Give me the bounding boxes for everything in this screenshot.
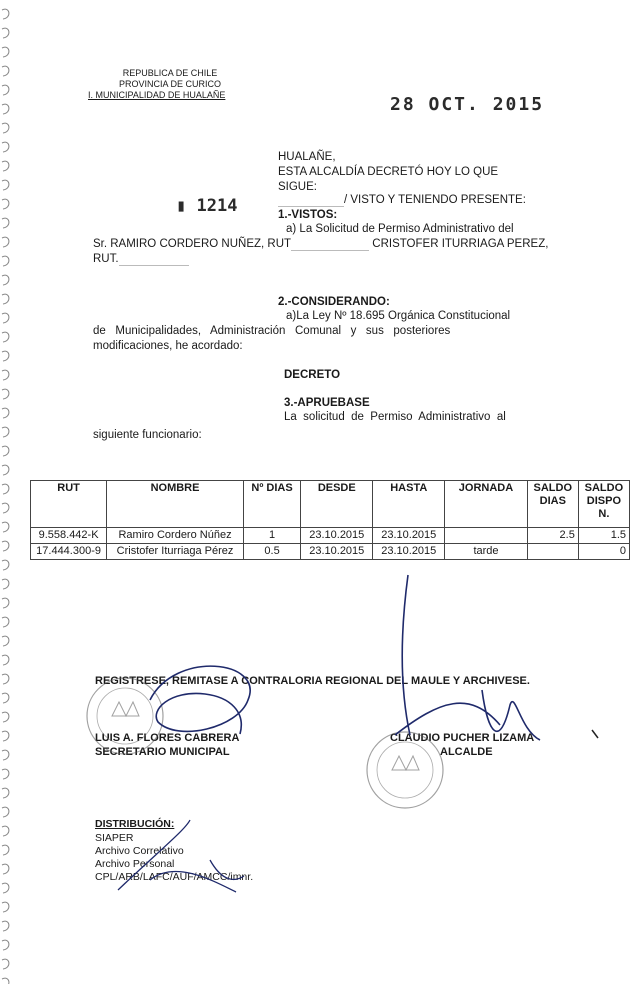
vistos-line2-a: Sr. RAMIRO CORDERO NUÑEZ, RUT — [93, 238, 292, 250]
intro-line3-text: / VISTO Y TENIENDO PRESENTE: — [344, 194, 526, 206]
cell-nombre: Cristofer Iturriaga Pérez — [107, 544, 244, 560]
considerando-line1: a)La Ley Nº 18.695 Orgánica Constitucional — [286, 310, 511, 322]
cell-jornada: tarde — [445, 544, 527, 560]
apruebase-line2: siguiente funcionario: — [93, 429, 202, 441]
cell-saldo-dispon: 0 — [578, 544, 629, 560]
closing-statement: REGISTRESE, REMITASE A CONTRALORIA REGIONAL DEL MAULE Y ARCHIVESE. — [95, 675, 530, 687]
distribution-item: Archivo Correlativo — [95, 845, 184, 857]
distribution-item: CPL/ARB/LAFC/AUF/AMCC/imnr. — [95, 871, 254, 883]
handwritten-signature-left — [150, 666, 250, 734]
header-province: PROVINCIA DE CURICO — [118, 79, 221, 89]
cell-saldo-dias: 2.5 — [527, 528, 578, 544]
cell-rut: 9.558.442-K — [31, 528, 107, 544]
decreto-heading: DECRETO — [284, 369, 341, 381]
cell-hasta: 23.10.2015 — [373, 544, 445, 560]
col-saldo-dispon: SALDO DISPO N. — [578, 481, 629, 528]
col-saldo-dias: SALDO DIAS — [527, 481, 578, 528]
cell-desde: 23.10.2015 — [301, 528, 373, 544]
apruebase-line1: La solicitud de Permiso Administrativo al — [284, 411, 506, 423]
apruebase-heading: 3.-APRUEBASE — [284, 397, 370, 409]
cell-dias: 0.5 — [243, 544, 300, 560]
handwritten-signature-right — [395, 575, 540, 740]
signature-right-name: CLAUDIO PUCHER LIZAMA — [390, 732, 535, 744]
header-republic: REPUBLICA DE CHILE — [122, 68, 218, 78]
col-hasta: HASTA — [373, 481, 445, 528]
place-label: HUALAÑE, — [278, 151, 336, 163]
cell-desde: 23.10.2015 — [301, 544, 373, 560]
considerando-heading: 2.-CONSIDERANDO: — [278, 296, 390, 308]
cell-dias: 1 — [243, 528, 300, 544]
cell-hasta: 23.10.2015 — [373, 528, 445, 544]
considerando-line3: modificaciones, he acordado: — [93, 340, 243, 352]
intro-line2: SIGUE: — [278, 181, 317, 193]
vistos-line1: a) La Solicitud de Permiso Administrativo del — [286, 223, 514, 235]
decree-number-stamp: ▮ 1214 — [176, 196, 238, 216]
col-jornada: JORNADA — [445, 481, 527, 528]
distribution-item: SIAPER — [95, 832, 134, 844]
cell-rut: 17.444.300-9 — [31, 544, 107, 560]
distribution-heading: DISTRIBUCIÓN: — [95, 818, 175, 830]
col-rut: RUT — [31, 481, 107, 528]
handwritten-tick — [592, 730, 598, 738]
municipal-seal-right — [367, 732, 443, 808]
col-dias: Nº DIAS — [243, 481, 300, 528]
distribution-item: Archivo Personal — [95, 858, 175, 870]
col-nombre: NOMBRE — [107, 481, 244, 528]
intro-line1: ESTA ALCALDÍA DECRETÓ HOY LO QUE — [278, 166, 499, 178]
col-desde: DESDE — [301, 481, 373, 528]
signature-right-title: ALCALDE — [440, 746, 493, 758]
cell-nombre: Ramiro Cordero Núñez — [107, 528, 244, 544]
vistos-line3-text: RUT. — [93, 253, 119, 265]
municipal-seal-left — [87, 678, 163, 754]
considerando-line2: de Municipalidades, Administración Comunal y sus posteriores — [93, 325, 451, 337]
vistos-heading: 1.-VISTOS: — [278, 209, 338, 221]
signature-left-title: SECRETARIO MUNICIPAL — [95, 746, 230, 758]
date-stamp: 28 OCT. 2015 — [390, 94, 545, 115]
decree-number: 1214 — [196, 196, 238, 216]
cell-saldo-dispon: 1.5 — [578, 528, 629, 544]
vistos-line2-b: CRISTOFER ITURRIAGA PEREZ, — [372, 238, 549, 250]
handwritten-initials — [118, 820, 244, 892]
signature-left-name: LUIS A. FLORES CABRERA — [95, 732, 240, 744]
header-municipality: I. MUNICIPALIDAD DE HUALAÑE — [88, 90, 226, 100]
